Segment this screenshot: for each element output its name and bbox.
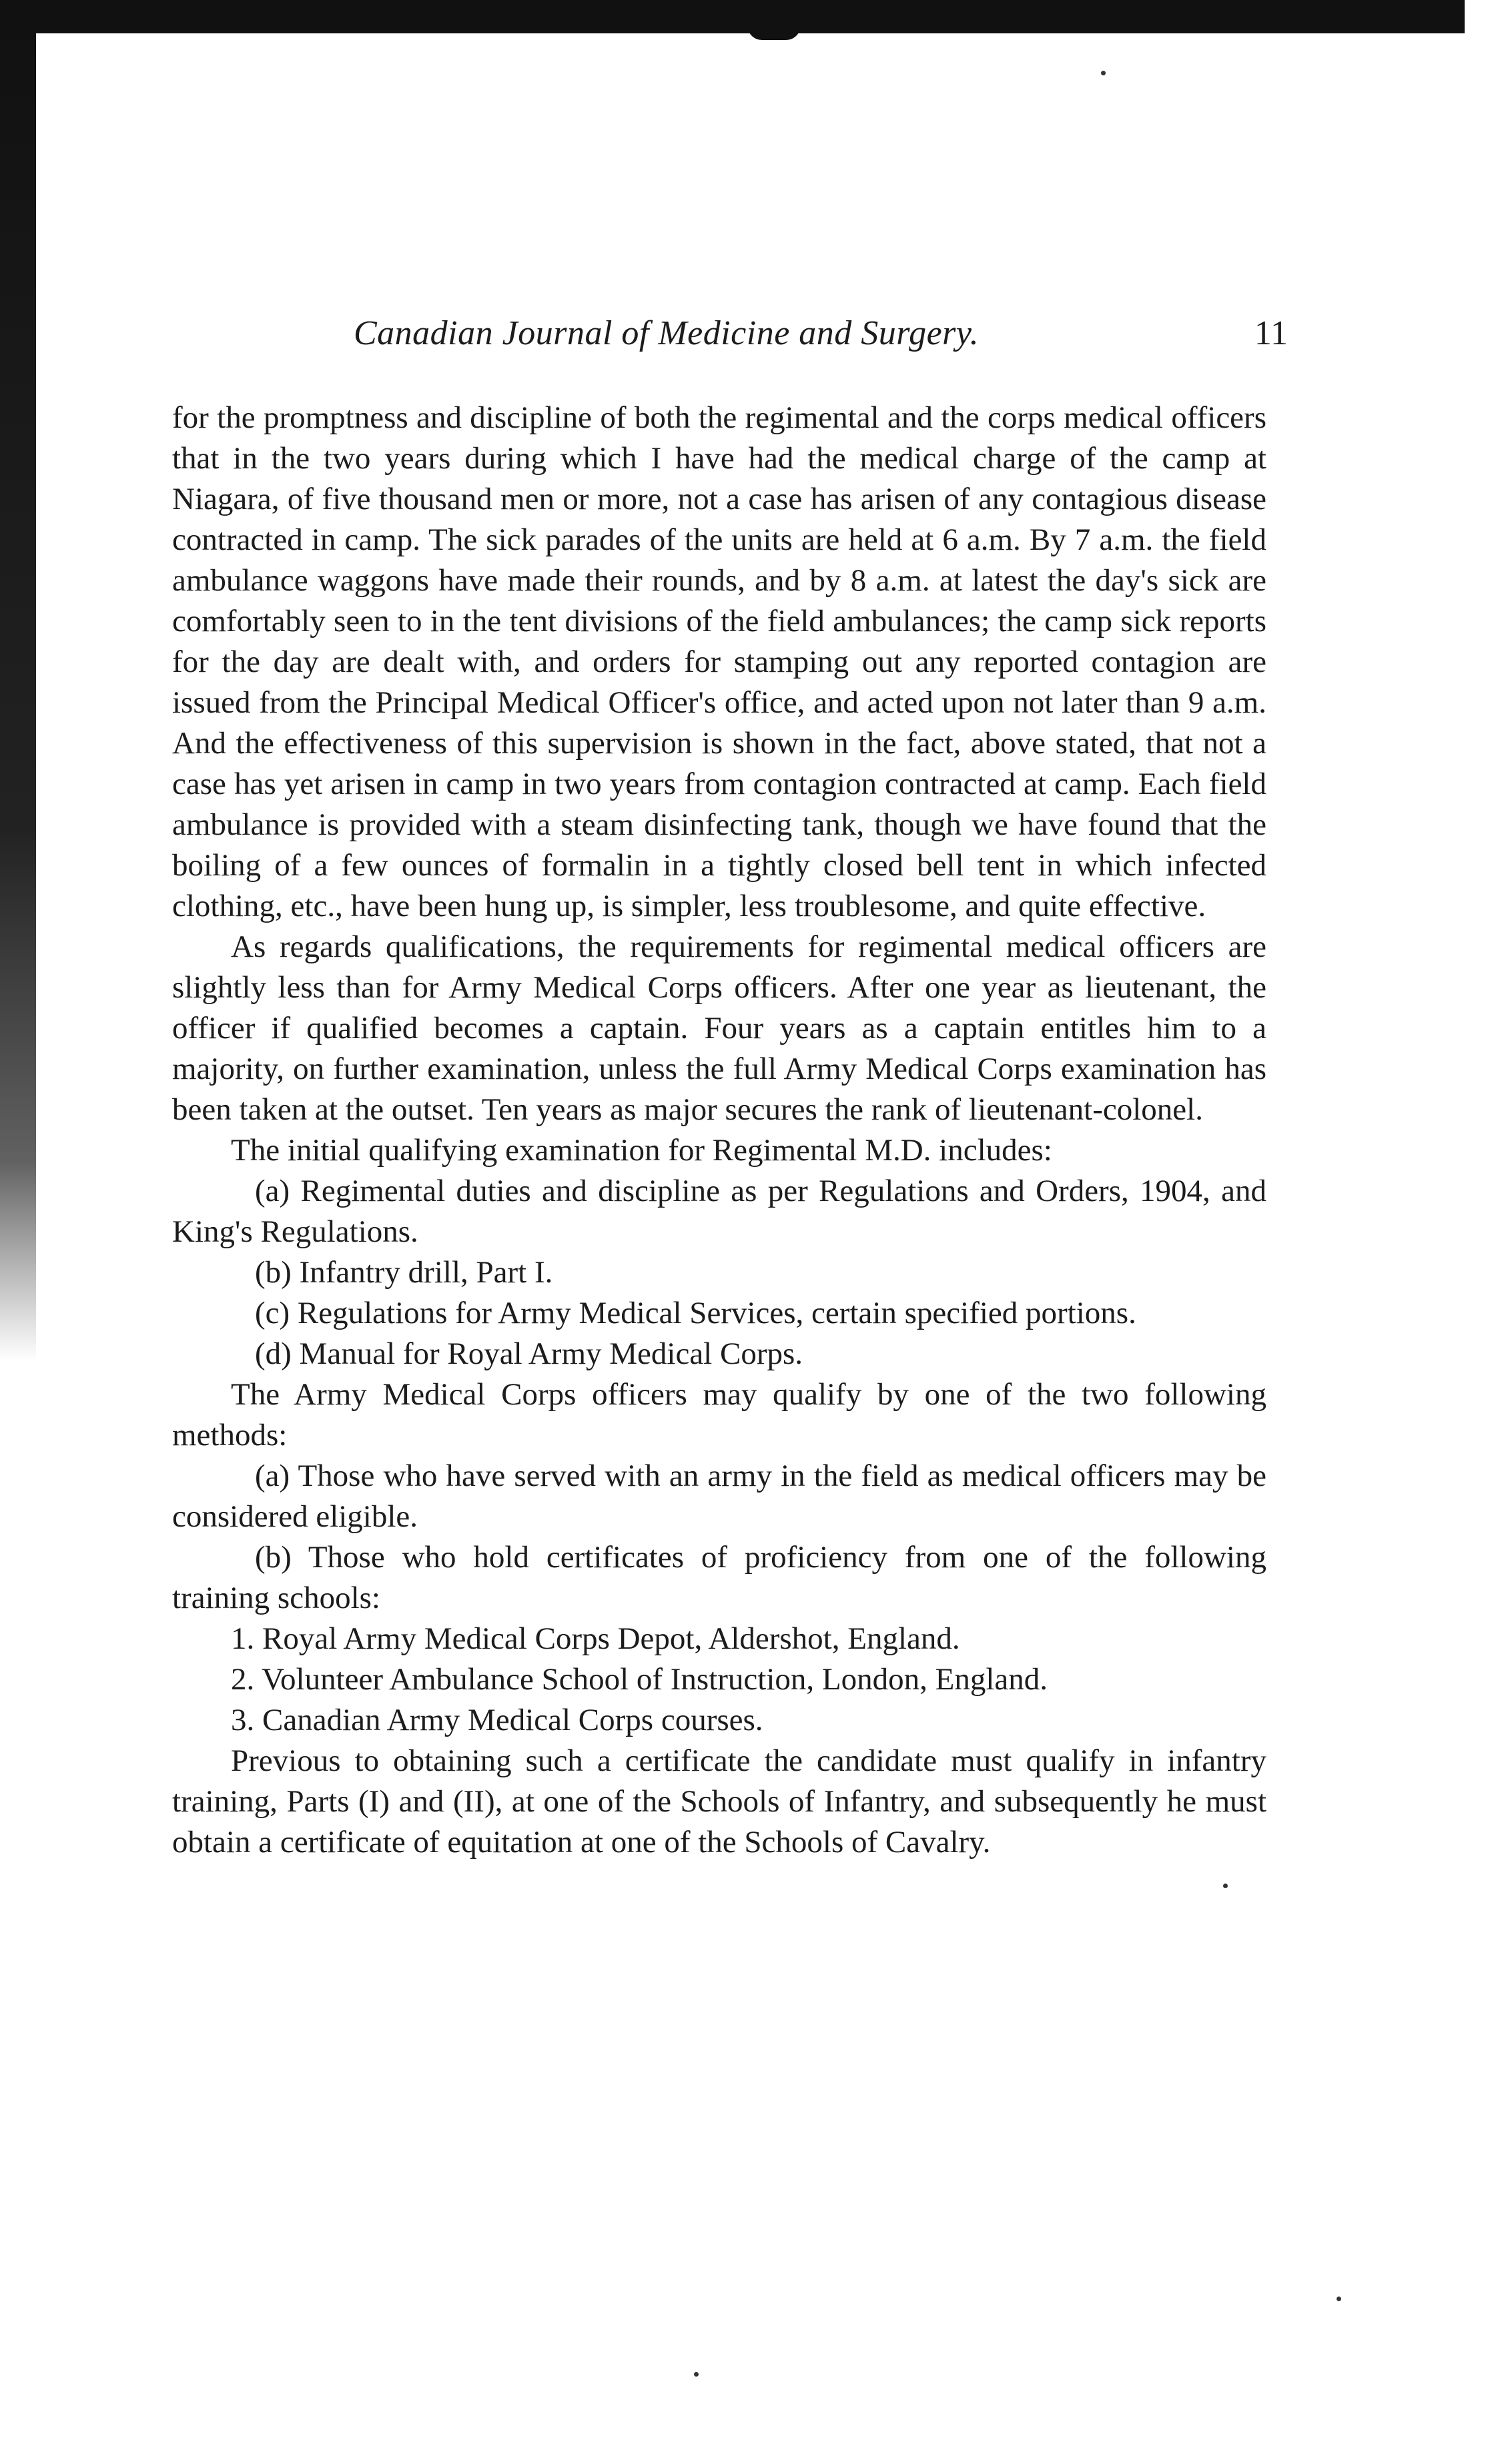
list-item: (a) Regimental duties and discipline as per Regulations and Orders, 1904, and King's Regulations. [172,1174,1266,1249]
paragraph: Previous to obtaining such a certificate the candidate must qualify in infantry training, Parts (I) and (II), at one of the Schools of Infantry, and subsequently he must obtain a certificate of equitation at one of the Schools of Cavalry. [172,1743,1266,1860]
paragraph: As regards qualifications, the requirements for regimental medical officers are slightly less than for Army Medical Corps officers. After one year as lieutenant, the officer if qualified becomes a captain. Four years as a captain entitles him to a majority, on further examination, unless the full Army Medical Corps examination has been taken at the outset. Ten years as major secures the rank of lieutenant-colonel. [172,929,1266,1127]
scan-speck [1337,2297,1341,2301]
scan-left-border [0,27,36,1361]
article-body [172,398,1266,1863]
scan-speck [1223,1884,1228,1888]
page-number: 11 [1254,314,1288,352]
paragraph: The Army Medical Corps officers may qualify by one of the two following methods: [172,1377,1266,1453]
list-item: 3. Canadian Army Medical Corps courses. [231,1703,763,1737]
journal-title: Canadian Journal of Medicine and Surgery. [354,314,980,352]
scan-speck [694,2372,699,2377]
paragraph: The initial qualifying examination for Regimental M.D. includes: [231,1133,1052,1168]
paragraph: for the promptness and discipline of both the regimental and the corps medical officers that in the two years during which I have had the medical charge of the camp at Niagara, of five thousand men or more, not a case has arisen of any contagious disease contracted in camp. The sick parades of the units are held at 6 a.m. By 7 a.m. the field ambulance waggons have made their rounds, and by 8 a.m. at latest the day's sick are comfortably seen to in the tent divisions of the field ambulances; the camp sick reports for the day are dealt with, and orders for stamping out any reported contagion are issued from the Principal Medical Officer's office, and acted upon not later than 9 a.m. And the effectiveness of this supervision is shown in the fact, above stated, that not a case has yet arisen in camp in two years from contagion contracted at camp. Each field ambulance is provided with a steam disinfecting tank, though we have found that the boiling of a few ounces of formalin in a tightly closed bell tent in which infected clothing, etc., have been hung up, is simpler, less troublesome, and quite effective. [172,400,1266,923]
page-header [167,314,1288,374]
scan-top-mark [747,25,801,40]
scan-top-border [0,0,1465,33]
scan-speck [1101,71,1106,75]
list-item: 2. Volunteer Ambulance School of Instruction, London, England. [231,1662,1048,1697]
list-item: (b) Infantry drill, Part I. [255,1255,553,1290]
list-item: (c) Regulations for Army Medical Services, certain specified portions. [255,1296,1136,1330]
list-item: (d) Manual for Royal Army Medical Corps. [255,1336,803,1371]
list-item: (b) Those who hold certificates of proficiency from one of the following training schools: [172,1540,1266,1615]
list-item: 1. Royal Army Medical Corps Depot, Aldershot, England. [231,1621,960,1656]
list-item: (a) Those who have served with an army in the field as medical officers may be considered eligible. [172,1459,1266,1534]
